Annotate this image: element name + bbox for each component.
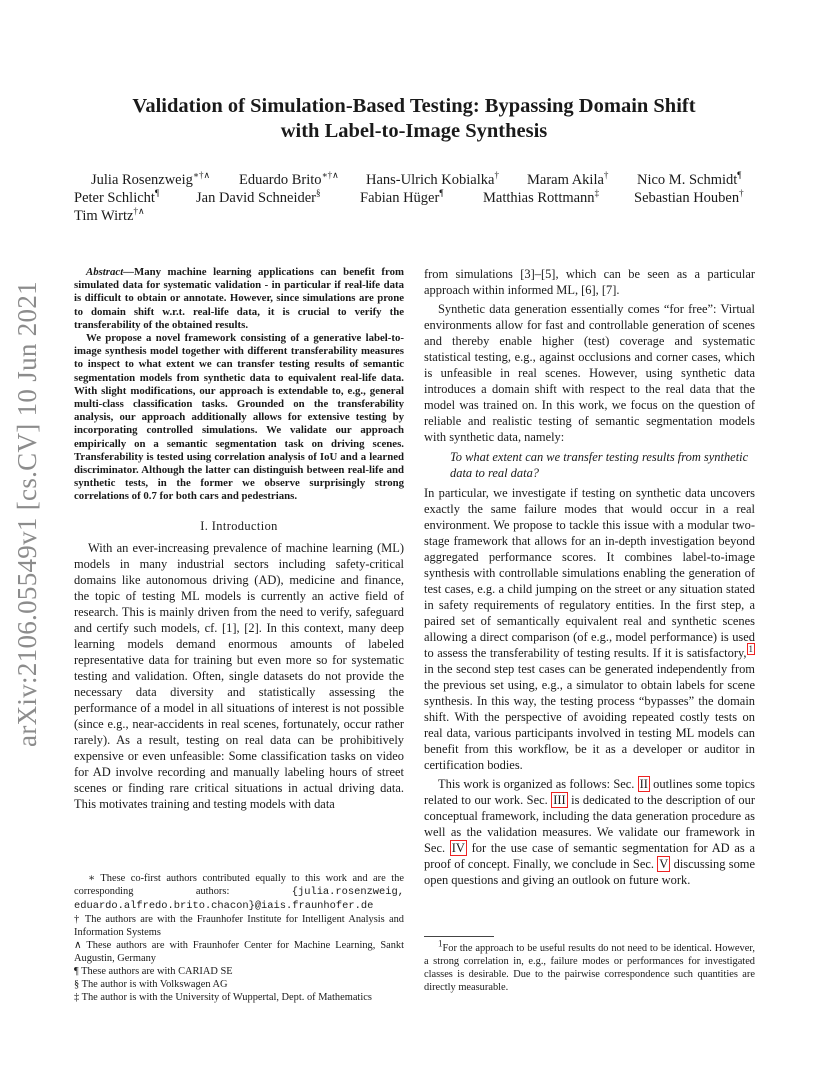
section-link-II[interactable]: II [639, 777, 648, 791]
footnotes-left [74, 872, 404, 1004]
intro-continuation: from simulations [3]–[5], which can be seen as a particular approach within informed ML, [6], [7]. [424, 267, 755, 297]
title-line-2: with Label-to-Image Synthesis [280, 120, 548, 142]
author: Maram Akila† [527, 170, 609, 188]
left-column [74, 266, 404, 812]
footnote-1: $^1$For the approach to be useful results do not need to be identical. However, a strong correlation in, e.g., failure modes or performances for investigated classes is desirable. Due to the pairwise correspondence such quantities are directly measurable. [424, 938, 755, 993]
author: Jan David Schneider§ [196, 188, 321, 206]
intro-paragraph-organization: This work is organized as follows: Sec. II outlines some topics related to our work. Sec. III is dedicated to the description of our conceptual framework, including the data generation procedure as well as the validation measures. We validate our framework in Sec. IV for the use case of semantic segmentation for AD as a proof of concept. Finally, we conclude in Sec. V discussing some open questions and giving an outlook on future work. [424, 777, 755, 887]
author: Nico M. Schmidt¶ [637, 170, 742, 188]
abstract [74, 266, 404, 504]
research-question: To what extent can we transfer testing results from synthetic data to real data? [450, 450, 749, 480]
intro-paragraph-left: With an ever-increasing prevalence of machine learning (ML) models in many industrial sectors including safety-critical domains like autonomous driving (AD), medicine and finance, the topic of testing ML models is currently an active field of research. This is mainly driven from the need to verify, safeguard and certify such models, cf. [1], [2]. In this context, many deep learning models demand enormous amounts of labeled representative data for training but even more so for systematic testing and validation. Often, single datasets do not provide the necessary data diversity and statistically assessing the performance of a model in all situations of interest is not possible (since e.g., near-accidents in real scenes, fortunately, occur rather rarely). As a result, testing on real data can be prohibitively expensive or even unfeasible: Some classification tasks on video for AD involve recording and manually labeling hours of street scenes or finding rare critical situations in actual driving data. This motivates training and testing models with data [74, 540, 404, 811]
intro-paragraph-synthetic: Synthetic data generation essentially comes “for free”: Virtual environments allow for fast and controllable generation of scenes and thereby enable higher (test) coverage and systematic statistical testing, e.g., against occlusions and corner cases, which is unfeasible in real scenes. However, using synthetic data introduces a domain shift with respect to the real data that the model was trained on. In this work, we focus on the question of reliable and realistic testing of semantic segmentation models with synthetic data, namely: [424, 302, 755, 444]
footnote-rule [424, 936, 494, 937]
footnote-affiliation-wuppertal: ‡ The author is with the University of Wuppertal, Dept. of Mathematics [74, 992, 372, 1003]
footnote-affiliation-cariad: ¶ These authors are with CARIAD SE [74, 966, 233, 977]
abstract-paragraph-2: We propose a novel framework consisting of a generative label-to-image synthesis model together with different transferability measures to inspect to what extent we can transfer testing results of semantic segmentation models from synthetic data to equivalent real-life data. With slight modifications, our approach is extendable to, e.g., general multi-class classification tasks. Grounded on the transferability analysis, our approach additionally allows for extensive testing by incorporating controlled simulations. We validate our approach empirically on a semantic segmentation task on driving scenes. Transferability is tested using correlation analysis of IoU and a learned discriminator. Although the latter can distinguish between real-life and synthetic tests, in the former we observe surprisingly strong correlations of 0.7 for both cars and pedestrians. [74, 332, 404, 503]
author: Fabian Hüger¶ [360, 188, 444, 206]
author: Tim Wirtz†∧ [74, 206, 145, 224]
section-heading-introduction: I. Introduction [200, 518, 278, 533]
arxiv-identifier-stamp: arXiv:2106.05549v1 [cs.CV] 10 Jun 2021 [12, 281, 42, 747]
author: Hans-Ulrich Kobialka† [366, 170, 499, 188]
title-line-1: Validation of Simulation-Based Testing: Bypassing Domain Shift [132, 95, 696, 117]
abstract-lead: Abstract— [86, 266, 134, 278]
author: Eduardo Brito∗†∧ [239, 170, 339, 188]
footnote-affiliation-ml: ∧ These authors are with Fraunhofer Center for Machine Learning, Sankt Augustin, Germany [74, 940, 404, 964]
footnote-1-link[interactable]: 1 [748, 643, 753, 654]
paper-title [74, 94, 754, 144]
abstract-paragraph-1: Abstract—Many machine learning applications can benefit from simulated data for systematic validation - in particular if real-life data is difficult to obtain or annotate. However, since simulations are prone to domain shift w.r.t. real-life data, it is crucial to verify the transferability of the obtained results. [74, 266, 404, 331]
footnote-affiliation-vw: § The author is with Volkswagen AG [74, 979, 228, 990]
section-link-IV[interactable]: IV [451, 841, 465, 855]
author: Peter Schlicht¶ [74, 188, 160, 206]
author: Julia Rosenzweig∗†∧ [91, 170, 211, 188]
footnote-corresponding: ∗ These co-first authors contributed equally to this work and are the corresponding authors: {julia.rosenzweig, eduardo.alfredo.brito.chacon}@iais.fraunhofer.de [74, 873, 404, 912]
intro-paragraph-framework: In particular, we investigate if testing on synthetic data uncovers exactly the same failure modes that would occur in a real environment. We propose to tackle this issue with a modular two-stage framework that allows for an in-depth investigation beyond aggregated performance scores. It combines label-to-image synthesis with controllable simulations enabling the generation of test cases, e.g. a child jumping on the street or any situation stated in safety requirements of regulatory entities. In the first step, a paired set of semantically equivalent real and synthetic scenes allowing a direct comparison (of e.g., model performance) is used to assess the transferability of testing results. If it is satisfactory, $^1$ in the second step test cases can be generated independently from the previous set using, e.g., a simulator to obtain labels for scene synthesis. In this way, the testing process “bypasses” the domain shift. With the perspective of avoiding repeated costly tests on real data, various participants involved in testing ML models can benefit from this workflow, be it as a developer or auditor in certification bodies. [424, 486, 755, 772]
footnote-affiliation-iais: † The authors are with the Fraunhofer Institute for Intelligent Analysis and Information Systems [74, 914, 404, 938]
section-link-V[interactable]: V [659, 857, 669, 871]
footnote-right [424, 938, 755, 994]
corresponding-email[interactable]: {julia.rosenzweig, eduardo.alfredo.brito.chacon}@iais.fraunhofer.de [74, 886, 404, 912]
author: Matthias Rottmann‡ [483, 188, 600, 206]
author: Sebastian Houben† [634, 188, 744, 206]
section-link-III[interactable]: III [553, 793, 566, 807]
right-column [424, 266, 755, 888]
